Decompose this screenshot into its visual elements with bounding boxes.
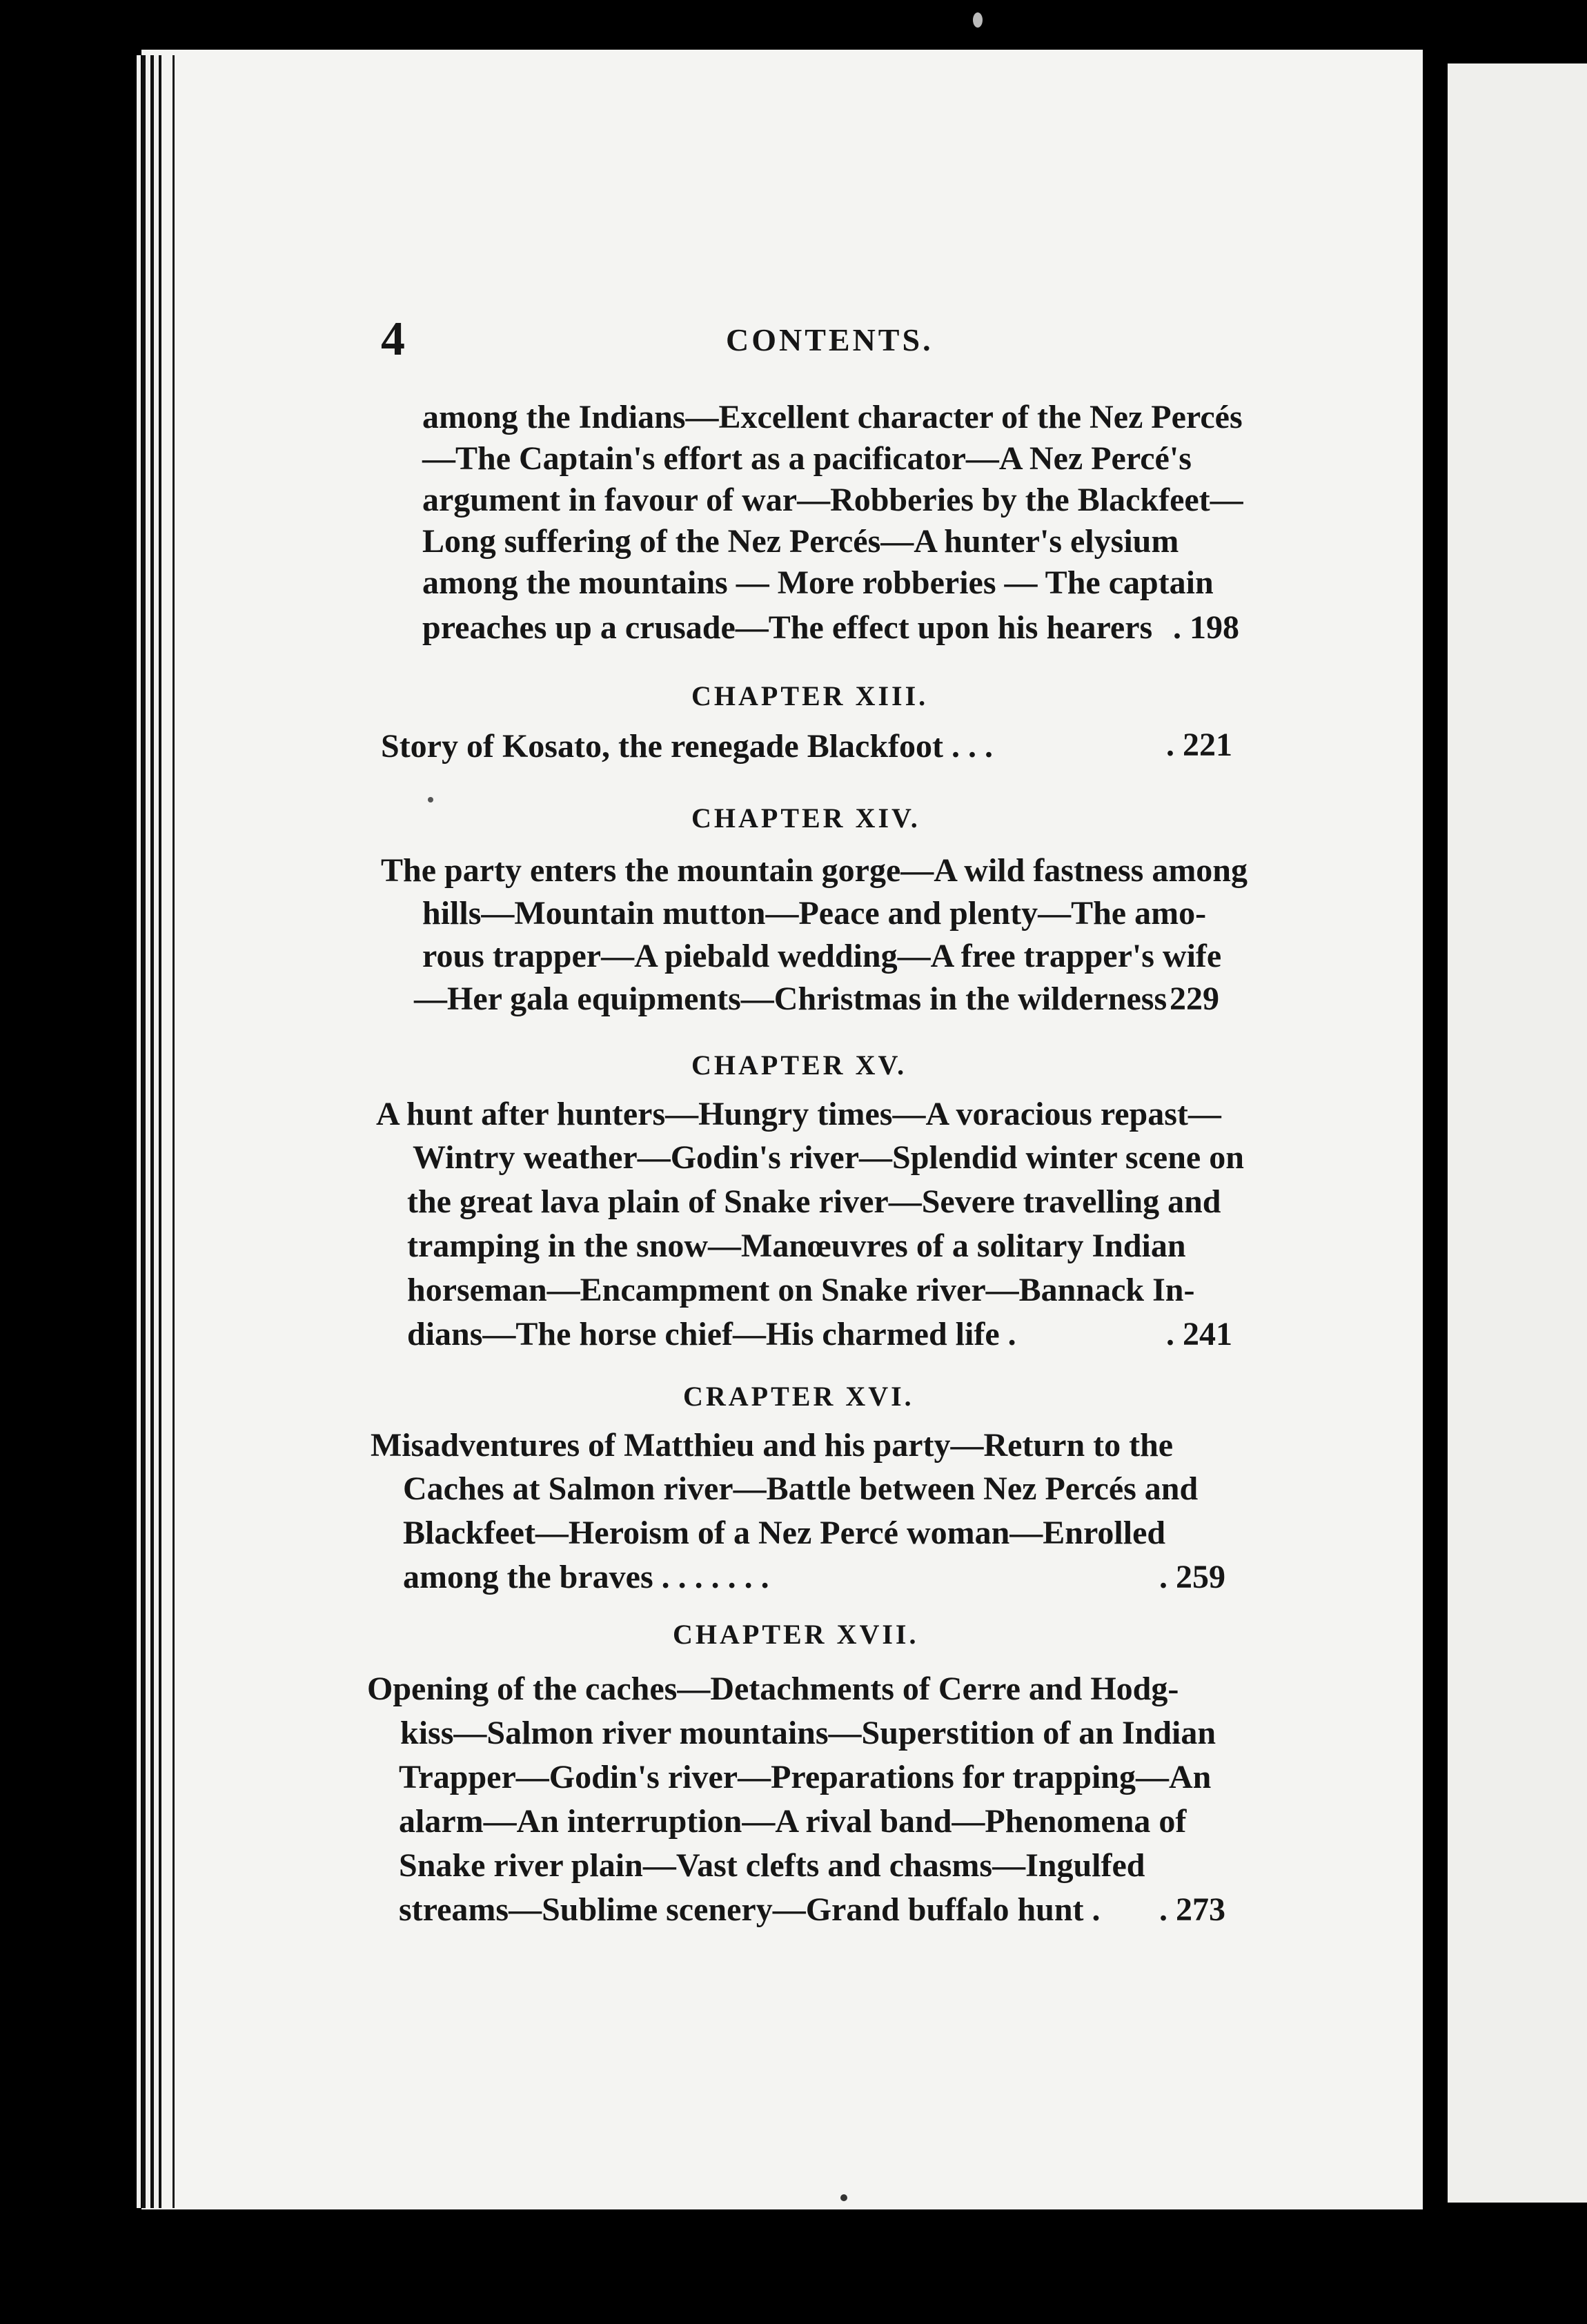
contents-line: among the Indians—Excellent character of the Nez Percés	[422, 399, 1243, 435]
contents-line: rous trapper—A piebald wedding—A free trapper's wife	[422, 938, 1222, 974]
entry-page-number: . 198	[1173, 609, 1239, 646]
chapter-heading: CHAPTER XVII.	[673, 1619, 919, 1650]
contents-line: dians—The horse chief—His charmed life .	[407, 1316, 1016, 1352]
contents-line: Long suffering of the Nez Percés—A hunter's elysium	[422, 523, 1179, 560]
contents-line: argument in favour of war—Robberies by the Blackfeet—	[422, 482, 1243, 518]
page-edge	[155, 55, 158, 2208]
contents-line: A hunt after hunters—Hungry times—A voracious repast—	[376, 1096, 1221, 1132]
contents-line: tramping in the snow—Manœuvres of a solitary Indian	[407, 1228, 1186, 1264]
page-edge-shadow	[150, 55, 154, 2208]
page-edge-shadow	[159, 55, 161, 2208]
page-border-line	[172, 55, 175, 2208]
contents-line: —The Captain's effort as a pacificator—A Nez Percé's	[422, 440, 1192, 477]
entry-page-number: . 241	[1166, 1316, 1232, 1352]
contents-line: horseman—Encampment on Snake river—Bannack In-	[407, 1272, 1195, 1308]
contents-line: alarm—An interruption—A rival band—Phenomena of	[399, 1803, 1187, 1840]
contents-line: kiss—Salmon river mountains—Superstition of an Indian	[400, 1715, 1216, 1751]
contents-line: Trapper—Godin's river—Preparations for trapping—An	[399, 1759, 1212, 1795]
contents-line: Opening of the caches—Detachments of Cerre and Hodg-	[367, 1671, 1179, 1707]
page-edge-shadow	[141, 55, 146, 2208]
contents-line: Snake river plain—Vast clefts and chasms—Ingulfed	[399, 1847, 1145, 1884]
scan-speck	[973, 12, 983, 28]
page-number: 4	[381, 313, 405, 366]
book-gutter	[1423, 50, 1448, 2216]
scan-speck	[428, 797, 433, 802]
contents-line: Misadventures of Matthieu and his party—Return to the	[371, 1427, 1174, 1464]
chapter-heading: CHAPTER XIII.	[691, 680, 929, 711]
entry-page-number: . 221	[1166, 727, 1232, 763]
contents-line: Caches at Salmon river—Battle between Nez Percés and	[403, 1470, 1199, 1507]
facing-page-edge	[1448, 63, 1587, 2203]
scan-speck	[840, 2194, 847, 2201]
page-edge	[146, 55, 150, 2208]
running-head: CONTENTS.	[726, 322, 934, 357]
contents-line: preaches up a crusade—The effect upon his hearers	[422, 609, 1153, 646]
contents-line: Blackfeet—Heroism of a Nez Percé woman—Enrolled	[403, 1515, 1166, 1551]
chapter-heading: CHAPTER XIV.	[691, 802, 920, 834]
contents-line: Wintry weather—Godin's river—Splendid winter scene on	[413, 1139, 1244, 1176]
contents-line: —Her gala equipments—Christmas in the wilderness	[414, 981, 1167, 1017]
contents-line: The party enters the mountain gorge—A wild fastness among	[381, 852, 1248, 889]
page-edge	[137, 55, 141, 2208]
contents-line: hills—Mountain mutton—Peace and plenty—The amo-	[422, 895, 1207, 932]
contents-line: among the mountains — More robberies — The captain	[422, 564, 1214, 601]
contents-line: the great lava plain of Snake river—Severe travelling and	[407, 1183, 1221, 1220]
chapter-heading: CHAPTER XV.	[691, 1050, 907, 1081]
entry-page-number: . 273	[1159, 1891, 1225, 1928]
entry-page-number: 229	[1170, 981, 1219, 1017]
contents-line: among the braves . . . . . . .	[403, 1559, 769, 1595]
contents-line: streams—Sublime scenery—Grand buffalo hunt .	[399, 1891, 1101, 1928]
chapter-heading: CRAPTER XVI.	[683, 1381, 914, 1412]
contents-line: Story of Kosato, the renegade Blackfoot . . .	[381, 728, 994, 765]
entry-page-number: . 259	[1159, 1559, 1225, 1595]
